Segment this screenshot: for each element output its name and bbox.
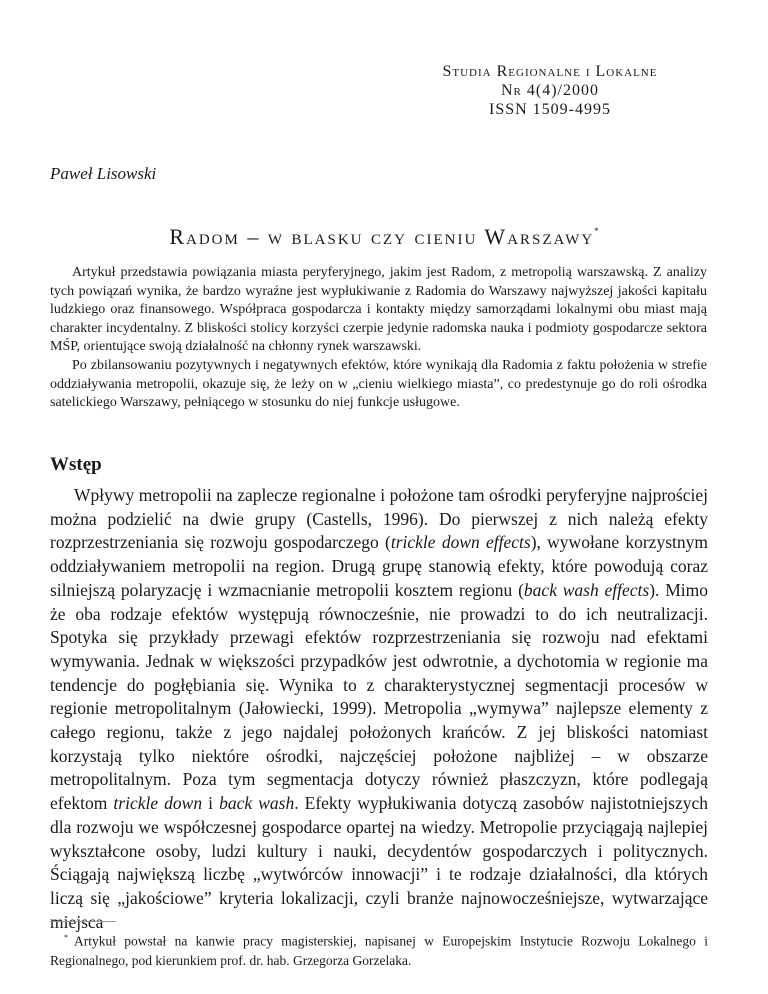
footnote-divider xyxy=(50,921,116,922)
text-run: Wpływy metropolii na zaplecze regionalne i położone tam ośrodki peryferyjne najprościej można podzielić na dwie grupy (Castells, 1996). Do pierwszej z nich należą efekty rozprzestrzeniania się rozwoju gospodarczego ( xyxy=(50,485,708,553)
abstract xyxy=(50,264,707,413)
italic-term: trickle down effects xyxy=(390,532,531,553)
abstract-paragraph-2: Po zbilansowaniu pozytywnych i negatywnych efektów, które wynikają dla Radomia z faktu położenia w strefie oddziaływania metropolii, okazuje się, że leży on w „cieniu wielkiego miasta”, co predestynuje go do roli ośrodka satelickiego Warszawy, pełniącego w stosunku do niej funkcje usługowe. xyxy=(50,357,707,411)
abstract-paragraph-1: Artykuł przedstawia powiązania miasta peryferyjnego, jakim jest Radom, z metropolią warszawską. Z analizy tych powiązań wynika, że bardzo wyraźne jest wypłukiwanie z Radomia do Warszawy najwyższej jakości kapitału ludzkiego oraz finansowego. Współpraca gospodarcza i kontakty między samorządami lokalnymi obu miast mają charakter incydentalny. Z bliskości stolicy korzyści czerpie jedynie radomska nauka i podmioty gospodarcze sektora MŚP, orientujące swoją działalność na chłonny rynek warszawski. xyxy=(50,265,707,355)
author-name: Paweł Lisowski xyxy=(50,164,157,183)
body-paragraph xyxy=(50,484,708,934)
text-run: ), wywołane korzystnym oddziaływaniem metropolii na region. Drugą grupę stanowią efekty, które powodują coraz silniejszą polaryzację i wzmacnianie metropolii kosztem regionu ( xyxy=(50,532,708,600)
footnote-mark: * xyxy=(64,933,68,942)
italic-term: back wash effects xyxy=(523,579,650,600)
footnote-text: Artykuł powstał na kanwie pracy magisterskiej, napisanej w Europejskim Instytucie Rozwoju Lokalnego i Regionalnego, pod kierunkiem prof. dr. hab. Grzegorza Gorzelaka. xyxy=(50,933,708,968)
journal-header xyxy=(400,62,700,119)
journal-name: Studia Regionalne i Lokalne xyxy=(442,63,658,80)
journal-issue: Nr 4(4)/2000 xyxy=(501,82,599,99)
text-run: i xyxy=(202,793,220,814)
article-title: Radom – w blasku czy cieniu Warszawy xyxy=(169,224,595,249)
italic-term: back wash xyxy=(219,793,295,814)
title-footnote-mark: * xyxy=(594,226,599,236)
body-text xyxy=(50,484,708,934)
footnote xyxy=(50,928,708,970)
article-title-block xyxy=(0,224,768,250)
italic-term: trickle down xyxy=(113,793,203,814)
footnote-paragraph xyxy=(50,928,708,970)
text-run: ). Mimo że oba rodzaje efektów występują równocześnie, nie prowadzi to do ich neutralizacji. Spotyka się przykłady przewagi efektów rozprzestrzeniania się rozwoju nad efektami wymywania. Jednak w większości przypadków jest odwrotnie, a dychotomia w regionie ma tendencje do pogłębiania się. Wynika to z charakterystycznej segmentacji procesów w regionie metropolitalnym (Jałowiecki, 1999). Metropolia „wymywa” najlepsze elementy z całego regionu, także z jego najdalej położonych krańców. Z jej bliskości natomiast korzystają tylko niektóre ośrodki, najczęściej położone najbliżej – w obszarze metropolitalnym. Poza tym segmentacja dotyczy również płaszczyzn, które podlegają efektom xyxy=(50,579,708,814)
text-run: . Efekty wypłukiwania dotyczą zasobów najistotniejszych dla rozwoju we współczesnej gospodarce opartej na wiedzy. Metropolie przyciągają najlepiej wykształcone osoby, ludzi kultury i nauki, decydentów gospodarczych i politycznych. Ściągają największą liczbę „wytwórców innowacji” i te rodzaje działalności, dla których liczą się „jakościowe” kryteria lokalizacji, czyli branże najnowocześniejsze, wytwarzające miejsca xyxy=(50,793,708,932)
section-heading: Wstęp xyxy=(50,454,102,475)
journal-issn: ISSN 1509-4995 xyxy=(488,101,611,118)
